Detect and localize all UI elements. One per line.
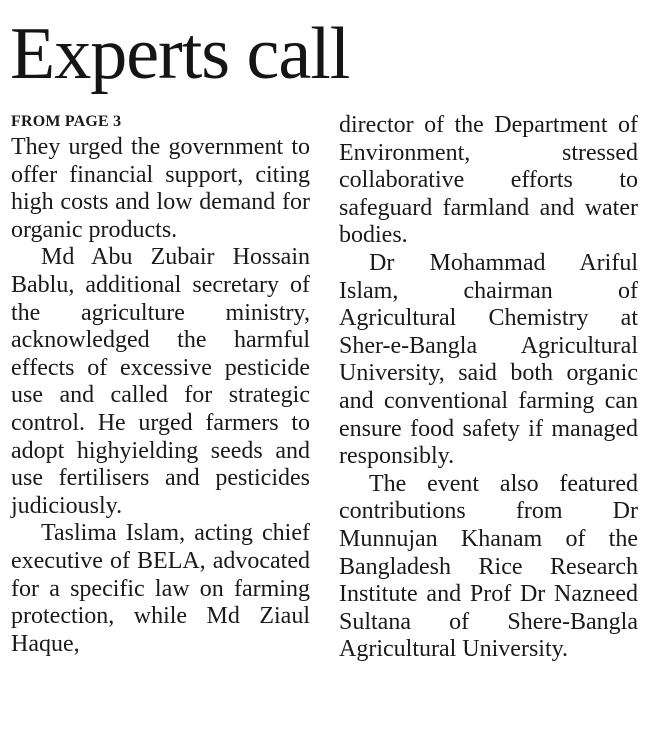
paragraph-4: director of the Department of Environment, stressed collaborative efforts to safeguard farmland and water bodies.	[339, 112, 638, 249]
article-column-left	[11, 112, 310, 658]
article-column-right	[339, 112, 638, 664]
headline: Experts call	[10, 13, 350, 95]
continuation-kicker: FROM PAGE 3	[11, 113, 122, 130]
paragraph-3: Taslima Islam, acting chief executive of BELA, advocated for a specific law on farming protection, while Md Ziaul Haque,	[11, 520, 310, 657]
paragraph-2: Md Abu Zubair Hossain Bablu, additional secretary of the agriculture ministry, acknowledged the harmful effects of excessive pesticide use and called for strategic control. He urged farmers to adopt highyielding seeds and use fertilisers and pesticides judiciously.	[11, 244, 310, 519]
paragraph-5: Dr Mohammad Ariful Islam, chairman of Agricultural Chemistry at Sher-e-Bangla Agricultural University, said both organic and conventional farming can ensure food safety if managed responsibly.	[339, 249, 638, 470]
paragraph-1: They urged the government to offer financial support, citing high costs and low demand for organic products.	[11, 134, 310, 243]
paragraph-6: The event also featured contributions from Dr Munnujan Khanam of the Bangladesh Rice Research Institute and Prof Dr Nazneed Sultana of Shere-Bangla Agricultural University.	[339, 470, 638, 663]
